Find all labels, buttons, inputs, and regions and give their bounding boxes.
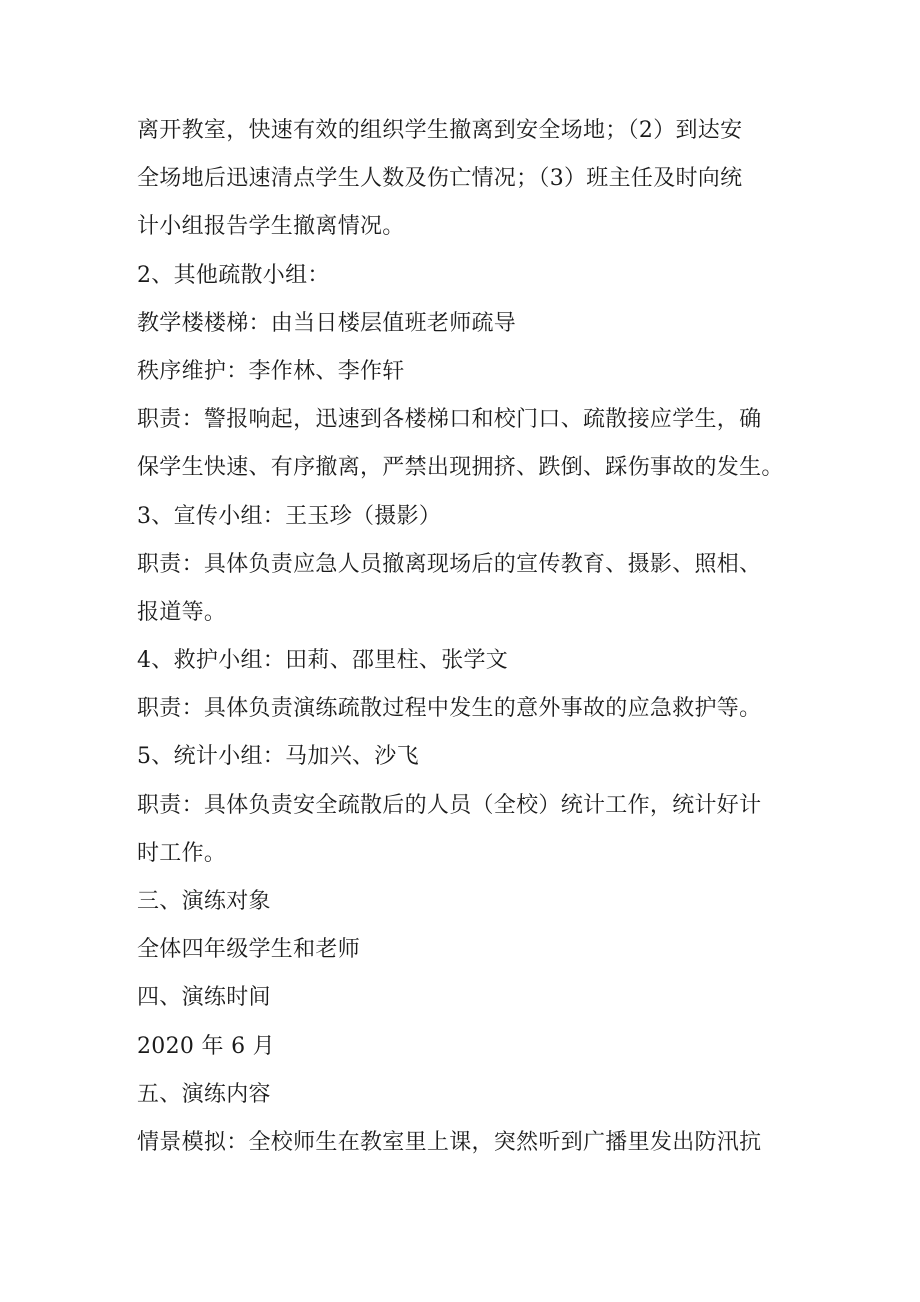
- section-heading-statistics-group: 5、统计小组：马加兴、沙飞: [137, 744, 419, 770]
- paragraph-line: 报道等。: [137, 599, 227, 625]
- paragraph-line: 全场地后迅速清点学生人数及伤亡情况；（3）班主任及时向统: [137, 166, 743, 192]
- paragraph-line: 离开教室，快速有效的组织学生撤离到安全场地；（2）到达安: [137, 118, 743, 143]
- paragraph-line: 职责：警报响起，迅速到各楼梯口和校门口、疏散接应学生，确: [137, 407, 762, 433]
- paragraph-line: 保学生快速、有序撤离，严禁出现拥挤、跌倒、踩伤事故的发生。: [137, 455, 784, 481]
- document-body: [137, 107, 797, 1167]
- section-heading-drill-participants: 三、演练对象: [137, 889, 271, 914]
- paragraph-line: 职责：具体负责安全疏散后的人员（全校）统计工作，统计好计: [137, 792, 762, 818]
- section-heading-evacuation-groups: 2、其他疏散小组：: [137, 262, 330, 288]
- paragraph-line: 情景模拟：全校师生在教室里上课，突然听到广播里发出防汛抗: [137, 1129, 762, 1155]
- section-heading-drill-content: 五、演练内容: [137, 1081, 271, 1107]
- paragraph-line: 职责：具体负责应急人员撤离现场后的宣传教育、摄影、照相、: [137, 551, 762, 577]
- paragraph-line: 职责：具体负责演练疏散过程中发生的意外事故的应急救护等。: [137, 696, 762, 722]
- paragraph-line: 教学楼楼梯：由当日楼层值班老师疏导: [137, 310, 517, 336]
- paragraph-line: 时工作。: [137, 840, 227, 866]
- section-heading-publicity-group: 3、宣传小组：王玉珍（摄影）: [137, 503, 442, 529]
- section-heading-rescue-group: 4、救护小组：田莉、邵里柱、张学文: [137, 648, 509, 674]
- section-heading-drill-time: 四、演练时间: [137, 985, 271, 1011]
- paragraph-line: 计小组报告学生撤离情况。: [137, 214, 405, 240]
- paragraph-line: 全体四年级学生和老师: [137, 937, 361, 963]
- paragraph-line: 2020 年 6 月: [137, 1033, 275, 1059]
- paragraph-line: 秩序维护：李作林、李作轩: [137, 358, 405, 384]
